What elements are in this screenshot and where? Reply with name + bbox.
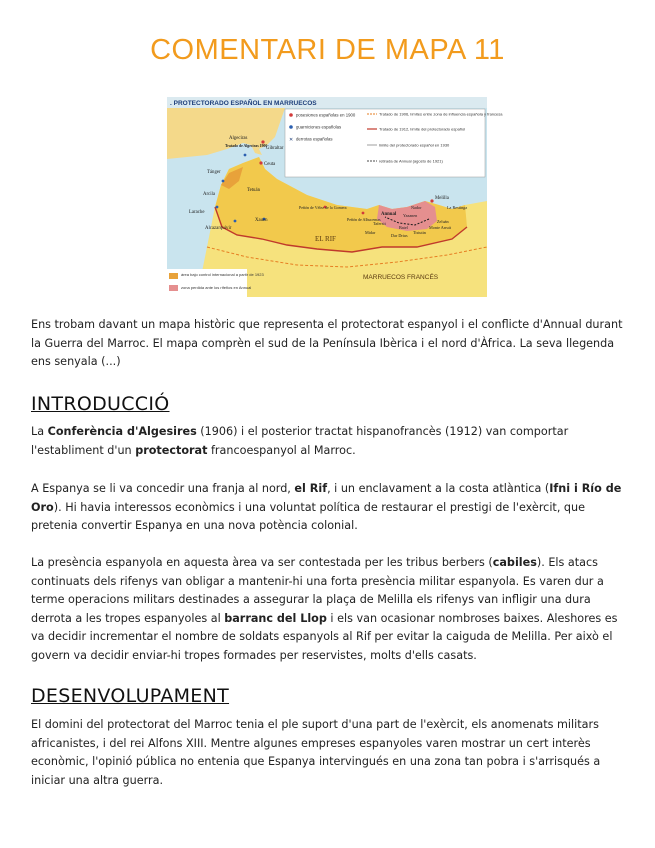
label-batel: Batel bbox=[399, 225, 408, 230]
label-annual: Annual bbox=[381, 212, 397, 217]
ceuta-dot bbox=[259, 161, 262, 164]
legend-zona-perdida: zona perdida ante los rifeños en Annual bbox=[181, 285, 252, 290]
label-midar: Midar bbox=[365, 230, 376, 235]
label-la-restinga: La Restinga bbox=[447, 205, 468, 210]
alhucemas-dot bbox=[362, 212, 365, 215]
label-tanger: Tánger bbox=[207, 170, 221, 175]
legend-lost-swatch bbox=[169, 285, 178, 291]
tetuan-dot bbox=[244, 154, 247, 157]
protectorate-map bbox=[167, 97, 503, 297]
label-dar-drius: Dar Drius bbox=[391, 233, 408, 238]
label-tistutin: Tistutin bbox=[413, 230, 426, 235]
intro-p3: La presència espanyola en aquesta àrea va ser contestada per les tribus berbers (cabiles). Els atacs continuats dels rifenys van obligar a mantenir-hi una forta presència militar espanyola. Es varen dur a terme operacions militars destinades a assegurar la plaça de Melilla els rifenys van infligir una dura derrota a les tropes espanyoles al barranc del Llop i els van ocasionar nombroses baixes. Aleshores es va decidir incrementar el nombre de soldats espanyols al Rif per evitar la caiguda de Melilla. Per això el govern va decidir enviar-hi tropes formades per reservistes, molts d'ells casats. bbox=[31, 556, 618, 662]
legend-derrotas: derrotas españolas bbox=[296, 136, 333, 142]
label-arcila: Arcila bbox=[203, 192, 215, 197]
label-penon-velez: Peñón de Vélez de la Gomera bbox=[299, 205, 347, 210]
melilla-dot bbox=[430, 199, 433, 202]
label-tratado: Tratado de Algeciras 1906 bbox=[225, 144, 268, 148]
map-title: . PROTECTORADO ESPAÑOL EN MARRUECOS bbox=[170, 100, 317, 107]
legend-retirada: retirada de Annual (agosto de 1921) bbox=[379, 158, 443, 164]
legend-posesiones-dot bbox=[289, 113, 293, 117]
label-el-rif: EL RIF bbox=[315, 235, 336, 243]
label-penon-alhucemas: Peñón de Alhucemas bbox=[347, 217, 381, 222]
label-yazanen: Yazanen bbox=[403, 213, 418, 218]
label-alcazarquivir: Alcazarquivir bbox=[205, 226, 232, 231]
legend-derrotas-mark: ✕ bbox=[289, 137, 294, 143]
label-gibraltar: Gibraltar bbox=[266, 146, 284, 151]
legend-tratado1912: Tratado de 1912, límite del protectorado español bbox=[379, 126, 466, 132]
intro-paragraph: Ens trobam davant un mapa històric que representa el protectorat espanyol i el conflicte d'Annual durant la Guerra del Marroc. El mapa comprèn el sud de la Península Ibèrica i el nord d'Àfrica. La seva llegenda ens senyala (...) bbox=[31, 318, 623, 368]
label-melilla: Melilla bbox=[435, 196, 449, 201]
larache-dot bbox=[216, 206, 219, 209]
label-marruecos: MARRUECOS FRANCÉS bbox=[363, 274, 439, 281]
label-nador: Nador bbox=[411, 205, 422, 210]
intro-p2: A Espanya se li va concedir una franja al nord, el Rif, i un enclavament a la costa atlàntica (Ifni i Río de Oro). Hi havia interessos econòmics i una voluntat política de restaurar el prestigi de l'exèrcit, que pretenia convertir Espanya en una nova potència colonial. bbox=[31, 482, 622, 532]
legend-area-internacional: área bajo control internacional a partir de 1923 bbox=[181, 272, 264, 277]
desenv-p1: El domini del protectorat del Marroc tenia el ple suport d'una part de l'exèrcit, els anomenats militars africanistes, i del rei Alfons XIII. Mentre algunes empreses espanyoles varen mostrar un cert interès econòmic, l'opinió pública no entenia que Espanya intervingués en una zona tan pobra i s'arrisqués a iniciar una altra guerra. bbox=[31, 718, 601, 787]
heading-introduccio: INTRODUCCIÓ bbox=[31, 393, 170, 415]
legend-guarniciones-dot bbox=[289, 125, 293, 129]
label-monte-arruit: Monte Arruit bbox=[429, 225, 451, 230]
legend-tratado1906: Tratado de 1906, límites entre zona de influencia española y francesa bbox=[379, 111, 503, 117]
label-larache: Larache bbox=[189, 210, 205, 215]
alcazarquivir-dot bbox=[234, 220, 237, 223]
intro-p1: La Conferència d'Algesires (1906) i el posterior tractat hispanofrancès (1912) van comportar l'establiment d'un protectorat francoespanyol al Marroc. bbox=[31, 425, 569, 457]
legend-limite1930: límite del protectorado español en 1930 bbox=[379, 142, 450, 148]
label-ceuta: Ceuta bbox=[264, 162, 276, 167]
page-title: COMENTARI DE MAPA 11 bbox=[150, 34, 505, 66]
heading-desenvolupament: DESENVOLUPAMENT bbox=[31, 685, 230, 707]
label-xauen: Xauen bbox=[255, 218, 268, 223]
label-tafersit: Tafersit bbox=[373, 221, 386, 226]
label-zeluan: Zeluán bbox=[437, 219, 449, 224]
legend-international-swatch bbox=[169, 273, 178, 279]
legend-posesiones: posesiones españolas en 1900 bbox=[296, 112, 356, 118]
arcila-dot bbox=[222, 180, 225, 183]
label-tetuan: Tetuán bbox=[247, 188, 260, 193]
label-algeciras: Algeciras bbox=[229, 136, 248, 141]
legend-guarniciones: guarniciones españolas bbox=[296, 124, 342, 130]
